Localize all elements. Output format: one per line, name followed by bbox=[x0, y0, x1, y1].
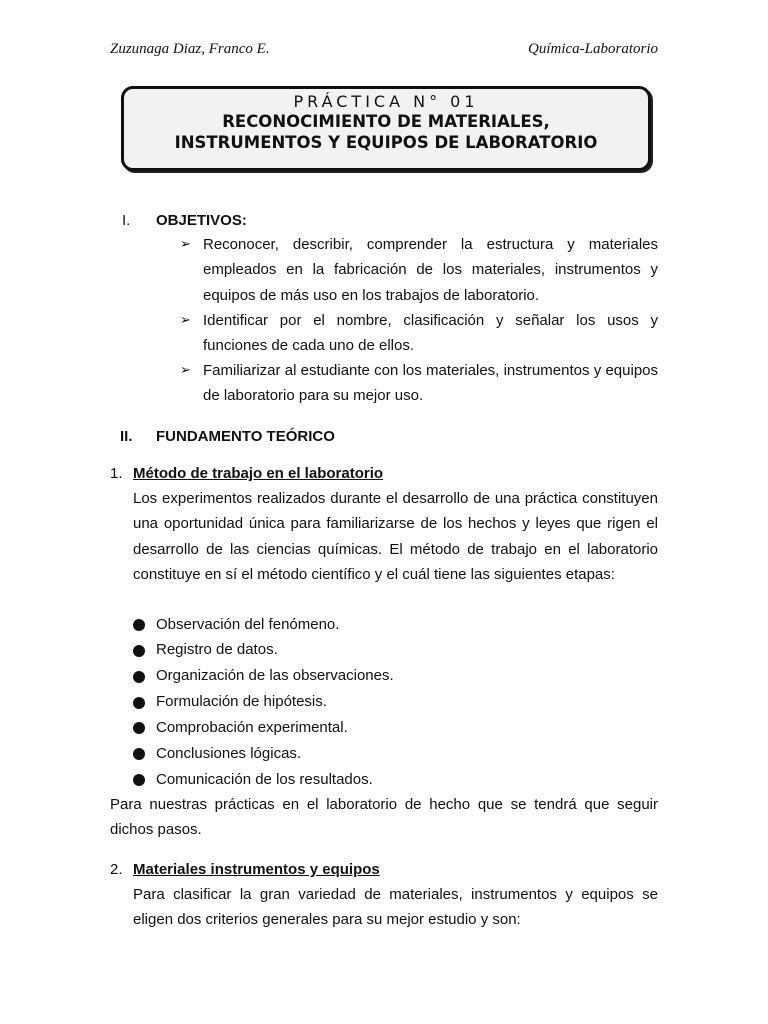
closing-paragraph: Para nuestras prácticas en el laboratorio de hecho que se tendrá que seguir dichos pasos. bbox=[110, 796, 658, 839]
arrow-bullet-icon: ➢ bbox=[180, 312, 191, 327]
title-line-2: INSTRUMENTOS Y EQUIPOS DE LABORATORIO bbox=[174, 133, 598, 152]
page-header bbox=[110, 41, 658, 58]
arrow-bullet-icon: ➢ bbox=[180, 236, 191, 251]
topic-heading: Método de trabajo en el laboratorio bbox=[133, 465, 384, 482]
title-line-1: RECONOCIMIENTO DE MATERIALES, bbox=[222, 112, 550, 131]
section-number: I. bbox=[122, 212, 131, 229]
bullet-dot-icon bbox=[133, 722, 145, 734]
topic-number: 2. bbox=[110, 861, 123, 878]
title-box bbox=[121, 86, 651, 171]
method-step: Registro de datos. bbox=[156, 641, 278, 658]
objective-item: Reconocer, describir, comprender la estructura y materiales empleados en la fabricación de los materiales, instrumentos y equipos de más uso en los trabajos de laboratorio. bbox=[203, 236, 658, 304]
practice-number: PRÁCTICA N° 01 bbox=[293, 92, 479, 111]
topic-heading: Materiales instrumentos y equipos bbox=[133, 861, 380, 878]
topic-number: 1. bbox=[110, 465, 123, 482]
bullet-dot-icon bbox=[133, 697, 145, 709]
bullet-dot-icon bbox=[133, 774, 145, 786]
section-heading: OBJETIVOS: bbox=[156, 212, 247, 229]
objective-item: Familiarizar al estudiante con los materiales, instrumentos y equipos de laboratorio para su mejor uso. bbox=[203, 362, 658, 405]
arrow-bullet-icon: ➢ bbox=[180, 362, 191, 377]
objective-item: Identificar por el nombre, clasificación y señalar los usos y funciones de cada uno de ellos. bbox=[203, 312, 658, 355]
topic-paragraph: Los experimentos realizados durante el desarrollo de una práctica constituyen una oportunidad única para familiarizarse de los hechos y leyes que rigen el desarrollo de las ciencias químicas. El método de trabajo en el laboratorio constituye en sí el método científico y el cuál tiene las siguientes etapas: bbox=[133, 490, 658, 584]
bullet-dot-icon bbox=[133, 619, 145, 631]
topic-paragraph: Para clasificar la gran variedad de materiales, instrumentos y equipos se eligen dos criterios generales para su mejor estudio y son: bbox=[133, 886, 658, 929]
method-step: Conclusiones lógicas. bbox=[156, 745, 302, 762]
course-name: Química-Laboratorio bbox=[527, 41, 658, 57]
method-step: Organización de las observaciones. bbox=[156, 667, 394, 684]
method-step: Formulación de hipótesis. bbox=[156, 693, 327, 710]
author-name: Zuzunaga Diaz, Franco E. bbox=[110, 41, 270, 57]
method-step: Comprobación experimental. bbox=[156, 719, 348, 736]
method-step: Comunicación de los resultados. bbox=[156, 771, 373, 788]
bullet-dot-icon bbox=[133, 671, 145, 683]
bullet-dot-icon bbox=[133, 748, 145, 760]
section-heading: FUNDAMENTO TEÓRICO bbox=[156, 428, 335, 445]
method-step: Observación del fenómeno. bbox=[156, 616, 340, 633]
bullet-dot-icon bbox=[133, 645, 145, 657]
section-number: II. bbox=[120, 428, 133, 445]
